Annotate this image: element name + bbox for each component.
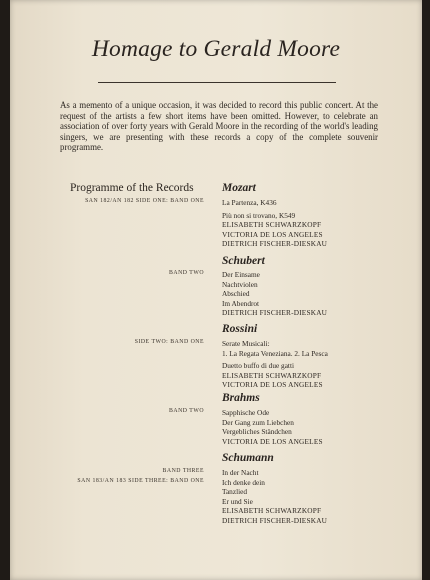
performer: VICTORIA DE LOS ANGELES: [222, 380, 323, 390]
band-label-schubert: BAND TWO: [169, 270, 204, 276]
performer: ELISABETH SCHWARZKOPF: [222, 506, 322, 516]
performer: VICTORIA DE LOS ANGELES: [222, 436, 323, 446]
performer: ELISABETH SCHWARZKOPF: [222, 370, 322, 380]
programme-page: [10, 0, 422, 580]
performer: DIETRICH FISCHER-DIESKAU: [222, 515, 328, 525]
work-title: Der Gang zum Liebchen: [222, 417, 294, 427]
page-title: Homage to Gerald Moore: [91, 36, 341, 62]
work-title: In der Nacht: [222, 468, 259, 477]
composer-schumann: Schumann: [222, 452, 274, 464]
composer-brahms: Brahms: [222, 392, 260, 404]
work-title: La Partenza, K436: [222, 198, 277, 207]
work-title: Duetto buffo di due gatti: [222, 361, 295, 371]
section-rossini-items: [222, 339, 328, 390]
band-label-schumann: BAND THREE: [162, 468, 204, 474]
section-schubert-items: [222, 270, 327, 318]
performer: DIETRICH FISCHER-DIESKAU: [222, 308, 328, 318]
work-title: Vergebliches Ständchen: [222, 427, 292, 437]
work-title: Der Einsame: [222, 270, 260, 279]
performer: DIETRICH FISCHER-DIESKAU: [222, 239, 328, 249]
work-title: 1. La Regata Veneziana. 2. La Pesca: [222, 348, 328, 358]
side-label-schumann: SAN 183/AN 183 SIDE THREE: BAND ONE: [77, 478, 204, 484]
performer: ELISABETH SCHWARZKOPF: [222, 220, 322, 230]
section-schumann-items: [222, 468, 327, 526]
work-title: Er und Sie: [222, 496, 253, 506]
side-label-mozart: SAN 182/AN 182 SIDE ONE: BAND ONE: [85, 198, 204, 204]
composer-mozart: Mozart: [222, 182, 256, 194]
performer: VICTORIA DE LOS ANGELES: [222, 229, 323, 239]
work-title: Nachtviolen: [222, 279, 258, 289]
side-label-rossini: SIDE TWO: BAND ONE: [134, 339, 204, 345]
work-title: Serate Musicali:: [222, 339, 270, 348]
title-divider: [98, 82, 336, 83]
composer-rossini: Rossini: [222, 323, 258, 335]
section-mozart-items: [222, 198, 327, 249]
band-label-brahms: BAND TWO: [169, 408, 204, 414]
work-title: Tanzlied: [222, 487, 248, 497]
section-brahms-items: [222, 408, 323, 446]
work-title: Im Abendrot: [222, 298, 260, 308]
work-title: Ich denke dein: [222, 477, 265, 487]
work-title: Sapphische Ode: [222, 408, 270, 417]
programme-heading: Programme of the Records: [70, 182, 194, 194]
work-title: Più non si trovano, K549: [222, 210, 296, 220]
intro-paragraph: As a memento of a unique occasion, it was decided to record this public concert. At the request of the artists a few short items have been omitted. However, to celebrate an association of over forty years with Gerald Moore in the recording of the world's leading singers, we are presenting with these records a copy of the complete souvenir programme.: [60, 100, 378, 153]
composer-schubert: Schubert: [222, 255, 265, 267]
work-title: Abschied: [222, 289, 250, 299]
